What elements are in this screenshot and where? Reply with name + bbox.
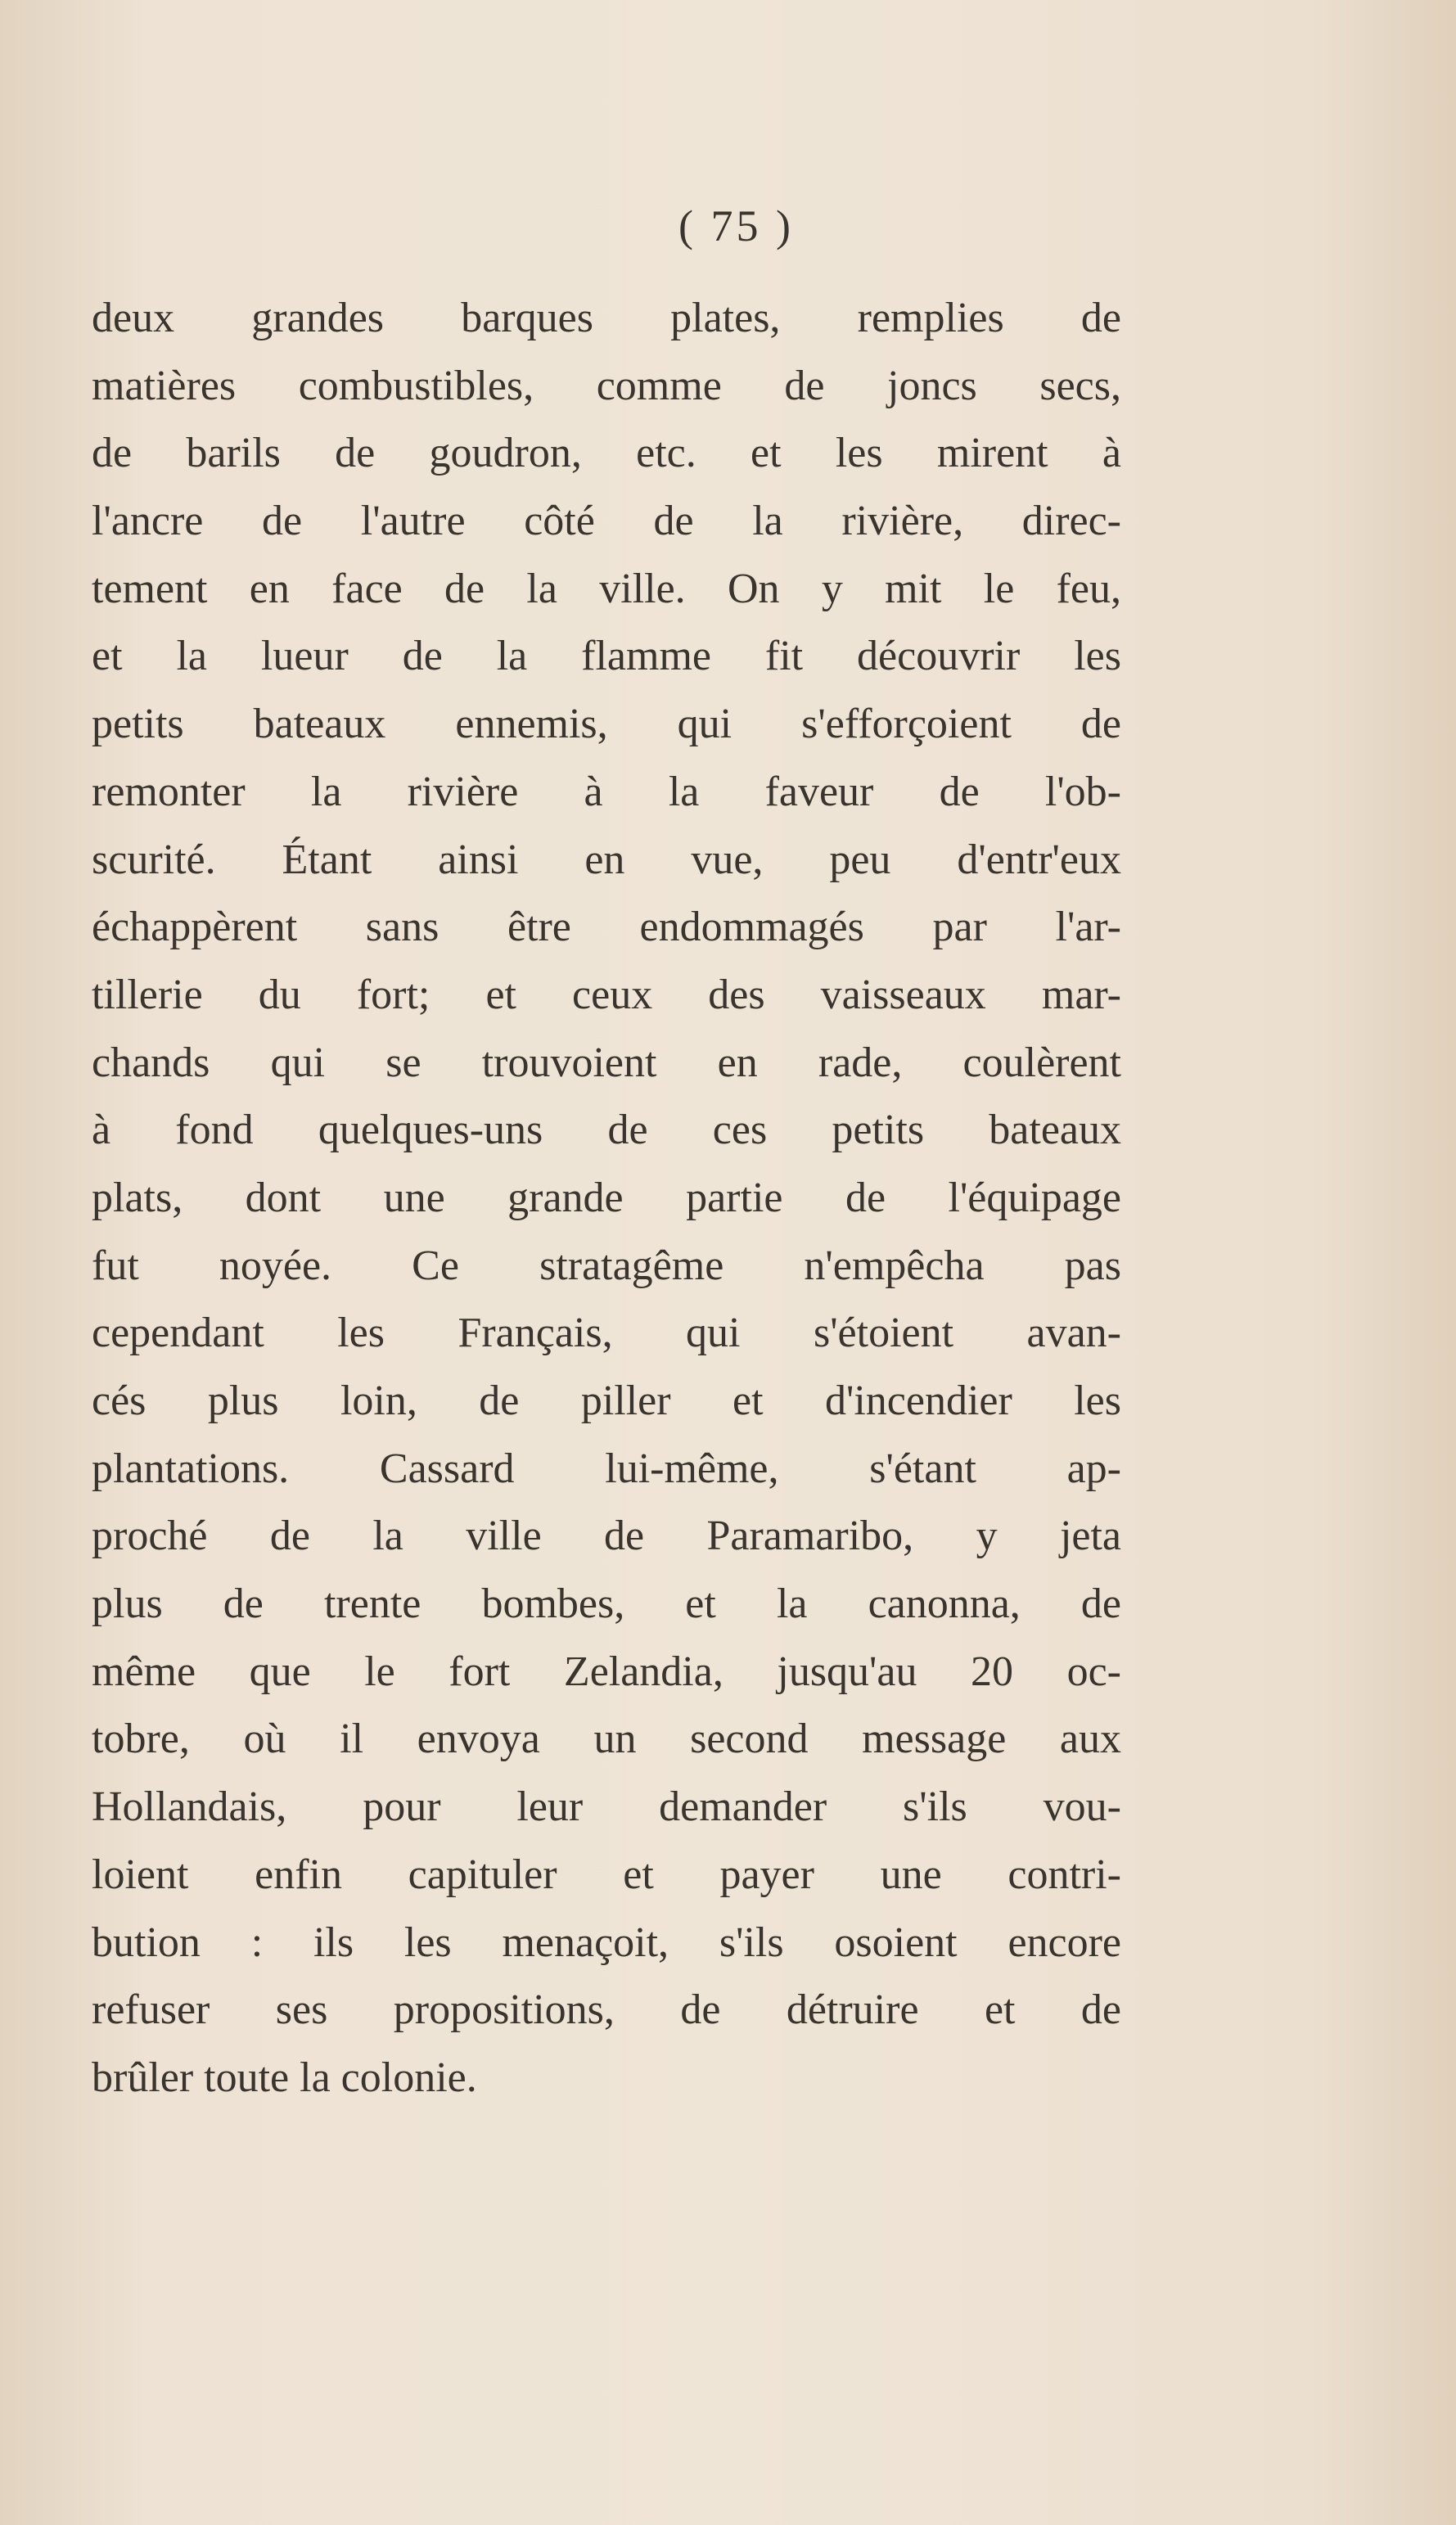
text-line: proché de la ville de Paramaribo, y jeta xyxy=(92,1513,1121,1560)
text-line: cés plus loin, de piller et d'incendier les xyxy=(92,1377,1121,1424)
text-line: remonter la rivière à la faveur de l'ob- xyxy=(92,768,1121,815)
text-line: plantations. Cassard lui-même, s'étant ap- xyxy=(92,1445,1121,1492)
text-line: de barils de goudron, etc. et les mirent à xyxy=(92,430,1121,477)
body-text xyxy=(92,285,1121,2112)
text-line: cependant les Français, qui s'étoient avan- xyxy=(92,1310,1121,1357)
text-line: loient enfin capituler et payer une contri- xyxy=(92,1851,1121,1898)
text-line: matières combustibles, comme de joncs secs, xyxy=(92,362,1121,409)
text-line: tillerie du fort; et ceux des vaisseaux mar- xyxy=(92,971,1121,1018)
text-line: Hollandais, pour leur demander s'ils vou- xyxy=(92,1783,1121,1831)
text-line: fut noyée. Ce stratagême n'empêcha pas xyxy=(92,1242,1121,1289)
text-line: scurité. Étant ainsi en vue, peu d'entr'eux xyxy=(92,836,1121,883)
text-line: plus de trente bombes, et la canonna, de xyxy=(92,1580,1121,1628)
page-number: ( 75 ) xyxy=(678,201,794,250)
text-line: tobre, où il envoya un second message aux xyxy=(92,1716,1121,1763)
text-line: et la lueur de la flamme fit découvrir les xyxy=(92,633,1121,680)
text-line: même que le fort Zelandia, jusqu'au 20 oc- xyxy=(92,1648,1121,1695)
text-line: tement en face de la ville. On y mit le feu, xyxy=(92,565,1121,612)
text-line: bution : ils les menaçoit, s'ils osoient encore xyxy=(92,1919,1121,1966)
text-line: chands qui se trouvoient en rade, coulèrent xyxy=(92,1039,1121,1086)
text-line: refuser ses propositions, de détruire et de xyxy=(92,1986,1121,2034)
text-line: échappèrent sans être endommagés par l'ar- xyxy=(92,904,1121,951)
text-line: brûler toute la colonie. xyxy=(92,2054,477,2101)
text-line: petits bateaux ennemis, qui s'efforçoient de xyxy=(92,701,1121,748)
text-line: à fond quelques-uns de ces petits bateaux xyxy=(92,1107,1121,1154)
text-line: plats, dont une grande partie de l'équipage xyxy=(92,1174,1121,1221)
text-line: deux grandes barques plates, remplies de xyxy=(92,295,1121,341)
text-line: l'ancre de l'autre côté de la rivière, direc- xyxy=(92,498,1121,545)
